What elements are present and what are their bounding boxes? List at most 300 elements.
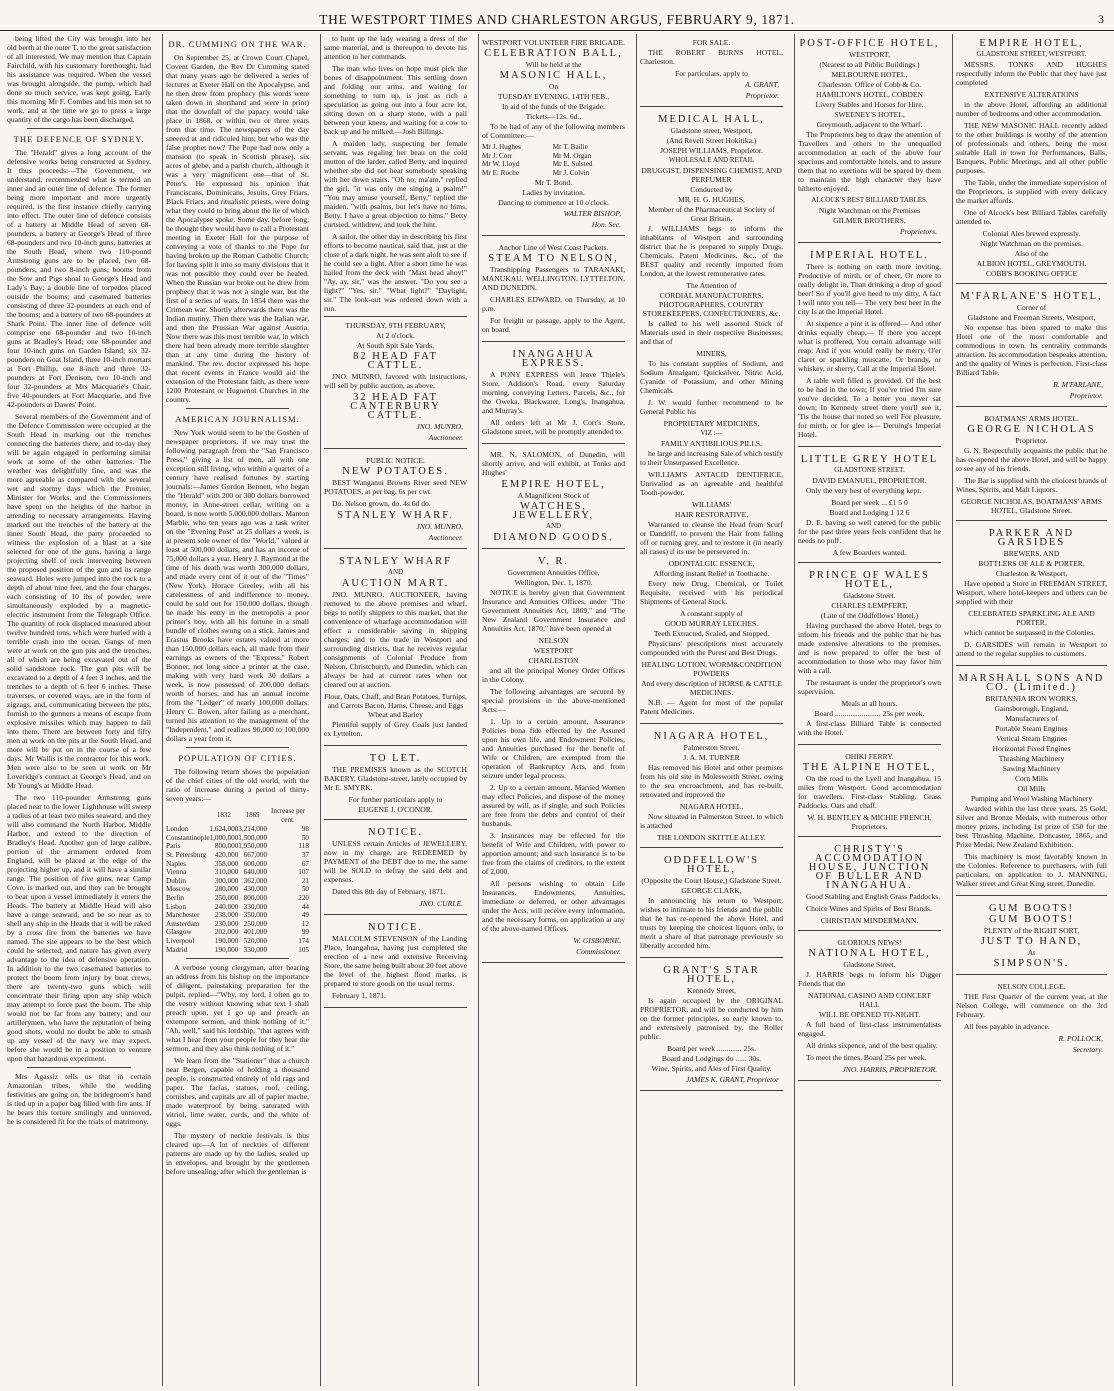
news-paragraph: Mrs Agassiz tells us that in certain Amazonian tribes, while the wedding festivities are going on, the bridegroom's hand is tied up in a paper bag filled with fire ants. If he bears this torture smilingly and unmoved, he is considered fit for the trials of matrimony.	[7, 1072, 151, 1126]
table-cell: 3,214,000	[238, 825, 268, 834]
ad-heading: NATIONAL CASINO AND CONCERT HALL	[807, 991, 932, 1009]
ad-text: Will be held at the	[525, 60, 582, 69]
annuities-notice-ad	[482, 552, 625, 963]
ad-heading: CELEBRATED SPARKLING ALE AND PORTER,	[968, 609, 1095, 627]
ad-title: MEDICAL HALL,	[658, 114, 765, 125]
empire-hotel-ad	[956, 34, 1107, 284]
inangahua-express-ad	[482, 345, 625, 444]
news-paragraph: A verbose young clergyman, after hearing an address from his bishop on the importance of diligent, painstaking preparation for the pulpit, replied—"Why, my lord, I often go to the vestry without knowing what text I shall preach upon, yet I go up and preach an extempore sermon, and think nothing of it." "Ah, well," said his lordship, "that agrees with what I hear from your people for they hear the sermon, and they also think nothing of it."	[166, 963, 309, 1054]
ad-text: Proprietor.	[1015, 436, 1048, 445]
ad-text: Warranted to cleanse the Head from Scurf or Dandriff, to prevent the Hair from falling off or turning grey, and to restore it (in nearly all cases) if its use be persevered in.	[640, 520, 783, 556]
ad-heading: BRITANNIA IRON WORKS,	[985, 694, 1078, 703]
table-cell: Glasgow	[166, 928, 192, 937]
ad-heading: BOTTLERS OF ALE & PORTER,	[978, 559, 1085, 568]
ad-heading: BREWERS, AND	[1003, 549, 1060, 558]
table-row	[166, 834, 309, 843]
table-header-cell: 1832	[216, 811, 231, 820]
ad-text: Livery Stables and Horses for Hire.	[815, 100, 924, 109]
masthead	[0, 0, 1114, 31]
committee-member: Mr E. Roche	[482, 168, 519, 177]
ad-text: A first-class Billiard Table is connected with the Hotel.	[798, 719, 941, 737]
ad-title: PARKER AND GARSIDES	[988, 528, 1075, 548]
ad-signature: JNO. MUNRO,	[416, 522, 463, 531]
ad-text: No expense has been spared to make this Hotel one of the most comfortable and commodious in town. Its centrality commands attraction. Its accommodation bespeaks attention, and the quality of Wines is perfection. First-class Billiard Table.	[956, 323, 1107, 377]
ad-signature-role: Auctioneer.	[428, 433, 463, 442]
table-cell: 250,000	[214, 893, 239, 902]
ad-goods: Flour, Oats, Chaff, and Bran Potatoes, Turnips, and Carrots Bacon, Hams, Cheese, and Eggs Wheat and Barley	[324, 692, 467, 719]
ad-title: NATIONAL HOTEL,	[808, 948, 931, 959]
table-cell: Lisbon	[166, 902, 186, 911]
ad-text: UNLESS certain Articles of JEWELLERY, now in my charge, are REDEEMED by PAYMENT of the DEBT due to me, the same will be SOLD to defray the said debt and expenses.	[324, 839, 467, 884]
news-paragraph: being lifted the City was brought into her old berth at the outer T, to the great satisfaction of all interested. We may mention that Captain Fairchild, with his customary forethought, had his assistance was required. When the vessel was brought alongside, the pump, which had done so much service, was kept going. Early this morning Mr F. Combes and his men set to work, and at the time we go to press a large quantity of the cargo has been discharged.	[7, 34, 151, 124]
product-item: Oil Mills	[1017, 784, 1046, 793]
ad-text: A Magnificent Stock of	[517, 491, 590, 501]
ad-name: MR. H. G. HUGHES,	[678, 195, 745, 204]
ad-price: Board per week ... £1 5 0	[831, 498, 908, 507]
town-name: CHARLESTON	[528, 656, 579, 666]
table-cell: 190,000	[214, 936, 239, 945]
ad-heading: ODONTALGIC ESSENCE,	[668, 559, 755, 568]
ad-text: Is called to his well assorted Stock of Materials used in their respective Businesses; and that of	[640, 319, 783, 346]
ad-text: (Late of the Oddfellows' Hotel,)	[820, 611, 919, 620]
committee-member: Mr J. Colvin	[552, 168, 590, 177]
ad-text: MESSRS. TONKS AND HUGHES respectfully inform the Public that they have just completed	[956, 60, 1107, 87]
product-item: Vertical Steam Engines	[996, 734, 1067, 743]
ad-text: NOTICE is hereby given that Government Insurance and Annuities Offices, under "The Government Annuities Act, 1869," and "The New Zealand Government Insurance and Annuities Act, 1870," have been opened at	[482, 588, 625, 634]
ad-heading: MINERS,	[696, 349, 727, 358]
ad-text: Now situated in Palmerston Street, to which is attached	[640, 812, 783, 830]
ad-title: NOTICE.	[367, 827, 424, 838]
page-columns	[4, 34, 1110, 1386]
ad-text: To meet the times, Board 25s per week.	[806, 1053, 927, 1062]
table-cell: 202,000	[214, 928, 239, 937]
ad-text: Manufacturers of	[1005, 714, 1058, 723]
table-cell: 330,000	[243, 945, 268, 954]
ad-text: Transhipping Passengers to TARANAKI, MANUKAU, WELLINGTON, LYTTELTON, AND DUNEDIN.	[482, 265, 625, 293]
ad-text: A few Boarders wanted.	[832, 548, 907, 557]
ad-address: Gladstone Street.	[843, 591, 896, 600]
ad-address: Gladstone Street.	[843, 960, 896, 969]
ad-text: A full band of first-class instrumentalists engaged.	[798, 1020, 941, 1038]
ad-title: AUCTION MART.	[341, 578, 450, 589]
ad-title: STEAM TO NELSON,	[488, 253, 619, 265]
ad-heading: COBB'S BOOKING OFFICE	[985, 269, 1078, 278]
ad-signature: GEORGE NICHOLAS, BOATMANS' ARMS HOTEL, Gladstone Street.	[960, 497, 1103, 515]
ad-list-item: 3. Insurances may be effected for the benefit of Wife and Children, with power to apportion amount; and such insurance is to be free from the claims of creditors, to the extent of 2,000.	[482, 831, 625, 877]
table-cell: Moscow	[166, 885, 191, 894]
table-cell: 174	[298, 936, 309, 945]
ad-text: On	[548, 82, 559, 91]
population-table	[166, 806, 309, 954]
ad-text: Have opened a Store in FREEMAN STREET, Westport, where hotel-keepers and others can be supplied with their	[956, 579, 1107, 606]
ad-address: (Opposite the Court House,) Gladstone Street.	[641, 876, 782, 885]
jewellery-notice-ad	[324, 823, 467, 915]
ad-heading: PROPRIETARY MEDICINES,	[663, 419, 760, 428]
auction-mart-ad	[324, 552, 467, 746]
committee-row	[482, 152, 625, 161]
ad-text: A constant supply of	[680, 609, 743, 618]
ad-title: LITTLE GREY HOTEL	[800, 454, 939, 465]
ad-heading: FAMILY ANTIBILIOUS PILLS,	[660, 439, 763, 448]
committee-member: Mr M. Organ	[552, 151, 592, 160]
ad-text: To be had of any of the following members of Committee:—	[482, 122, 625, 140]
ad-text: Every new Drug, Chemical, or Toilet Requisite, received with his periodical Shipments of General Stock.	[640, 579, 783, 606]
committee-member: Mr J. Corr	[482, 151, 513, 160]
table-cell: 362,000	[243, 876, 268, 885]
table-cell: Manchester	[166, 911, 200, 920]
ad-text: The Proprietors beg to draw the attention of Travellers and others to the unequalled accommodation at each of the above four spacious and comfortable hotels, and to assure them that no exertions will be spared by them to maintain the high character they have hitherto enjoyed.	[798, 130, 941, 193]
column-1	[4, 34, 154, 1386]
ad-heading: PUBLIC NOTICE.	[366, 456, 425, 465]
ad-signature: JNO. MUNRO,	[416, 422, 463, 431]
ad-text: Having purchased the above Hotel, begs to inform his friends and the public that he has made extensive alterations to the premises, and is now prepared to offer the best of accommodation to those who may favor him with a call.	[798, 621, 941, 675]
for-sale-ad	[640, 34, 783, 107]
ad-signature: R. POLLOCK,	[1058, 1034, 1103, 1043]
column-4	[478, 34, 628, 1386]
ad-signature: EUGENE J. O'CONOR.	[358, 805, 433, 814]
committee-member: Mr E. Sulsted	[552, 160, 593, 169]
table-row	[166, 928, 309, 937]
table-row	[166, 920, 309, 929]
ad-heading: GOOD MURRAY LEECHES.	[664, 619, 759, 628]
ad-text: THE First Quarter of the current year, at the Nelson College, will commence on the 3rd February.	[956, 992, 1107, 1019]
table-cell: 300,000	[214, 876, 239, 885]
ad-verse: A table well filled is provided, Of the best to be had in the town; If you've tried I'm sure you've decided, To a better you never sat down; In Kennedy street there you'll see it, 'Tis the house that noted so well For pleasure, for mirth, or for glee is— Deruing's Imperial Hotel.	[798, 376, 941, 439]
ad-title: INANGAHUA EXPRESS.	[512, 349, 595, 370]
table-cell: 430,000	[243, 885, 268, 894]
product-item: Corn Mills	[1014, 774, 1049, 783]
ad-address: Palmerston Street.	[683, 743, 740, 752]
to-let-ad	[324, 749, 467, 820]
ad-price: Board and Lodgings do ...... 30s.	[661, 1054, 762, 1063]
ad-text: Only the very best of everything kept.	[806, 486, 922, 495]
jewellery-exhibit-ad	[482, 447, 625, 549]
divider	[186, 958, 289, 959]
ad-proprietor: W. H. BENTLEY & MICHIE FRENCH, Proprietors.	[807, 813, 932, 831]
ad-text: G. N. Respectfully acquaints the public that he has re-opened the above Hotel, and will be happy to see any of his friends.	[956, 446, 1107, 473]
ad-title: NIAGARA HOTEL,	[653, 731, 770, 742]
table-row	[166, 946, 309, 955]
ad-text: Night Watchman on the premises.	[980, 239, 1083, 248]
ad-text: Dancing to commence at 10 o'clock.	[498, 198, 609, 208]
ad-text: Corner of	[1016, 303, 1047, 312]
article-paragraph: The "Herald" gives a long account of the defensive works being constructed at Sydney. It thus proceeds:—The Government, we understand, recommended what is termed an inner and an outer line of defence. The former being more important and more urgently required, is the first instance chiefly carrying into effect. The outer line of defence consists of a battery at Middle Head of seven 68-pounders, a battery at George's Head of three 68-pounders and two 10-inch guns; batteries at the South Head, where two 110-pound Armstrong guns are to be placed, two 68-pounders, and two 8-inch guns; booms from the Sow and Pigs shoal to George's Head and Lady's Bay; a double line of torpedos placed outside the booms; and casemated batteries consisting of three 32-pounders at each end of the booms; and a battery of two 68-pounders at Shark Point. The inner line of defence will comprise one 68-pounder and two 10-inch guns at Bradley's Head; one 68-pounder and four 10-inch guns on Garden Island; six 32-pounders on Goat Island, three 10-inch mortars at Fort Phillip, one 8-inch and three 32-pounders at Fort Denison, two 10-inch and four 32-pounders at Mrs Macquarie's Chair, five 40-pounders at Fort Macquarie, and five 42-pounders at Dawes' Point.	[7, 148, 151, 409]
ad-text: Has removed his Hotel and other premises from his old site in Molesworth Street, owing to the sea encroachment, and has re-built, renovated and improved the	[640, 763, 783, 799]
niagara-hotel-ad	[640, 727, 783, 848]
divider	[186, 747, 289, 748]
table-cell: Madrid	[166, 945, 188, 954]
ad-heading: WILL BE OPENED TO-NIGHT.	[818, 1010, 921, 1019]
table-header-cell: 1869	[245, 811, 260, 820]
table-row	[166, 860, 309, 869]
alpine-hotel-ad	[798, 748, 941, 837]
ad-title: STANLEY WHARF.	[337, 510, 454, 521]
ad-text: J. W. would further recommend to he General Public his	[640, 398, 783, 416]
ad-heading: BOATMANS' ARMS HOTEL.	[984, 414, 1079, 423]
ad-proprietor: DAVID EMANUEL, PROPRIETOR.	[812, 476, 927, 485]
ad-text: For further particulars apply to	[348, 795, 443, 804]
ad-text: Choice Wines and Spirits of Best Brands.	[806, 904, 932, 913]
ad-price: Board ........................ 25s per week.	[814, 709, 925, 718]
ad-text: Meals at all hours.	[841, 699, 898, 708]
article-paragraph: Several members of the Government and of the Defence Commission were occupied at the South Head in marking out the trenches connecting the batteries there, and to-day they will be again engaged in performing similar work at some of the other batteries. The weather was delightfully fine, and was the more agreeable as compared with the several wet and stormy days which the Premier, Minister for Works, and the Commissioners have spent on the heights of the harbor in attending to necessary arrangements. Having marked out the trenches of the battery at the inner South Head, the party proceeded to witness the explosion of a blast at a site selected for one of the guns, having a large projecting shelf of rock intervening between the proposed position of the gun and its range seaward. Holes were jumped into the rock to a depth of about nine feet, and the four charges, each consisting of 10 lbs of powder, were simultaneously exploded by a magnetic-electric instrument from the Telegraph Office. The quantity of rock displaced measured about twelve hundred tons, which were hurled with a terrible crash into the ocean. Gangs of men were at work on the gun pits and the trenches, all of which are being excavated out of the solid sandstone rock. The gun pits will be excavated to a depth of 4 feet 3 inches, and the trenches to a depth of 6 feet 6 inches. These traverses, or covered ways, are in the form of zigzags, and, communicating between the pits, furnish to the gunners a means of escape from explosive missiles which may happen to fall into them. There are between forty and fifty men at work on the pits at the South Head, and more will be put on in the course of a few days. Mr Wallis is the contractor for this work. Men were also to be seen at work on Mr Loveridge's contract at George's Head, and on Mr Young's at Middle Head.	[7, 412, 151, 790]
imperial-hotel-ad	[798, 246, 941, 447]
boatmans-arms-ad	[956, 410, 1107, 521]
parker-garsides-ad	[956, 524, 1107, 666]
ad-title: CELEBRATION BALL,	[484, 48, 623, 59]
table-row	[166, 877, 309, 886]
ad-text: This machinery is most favorably known in the Colonies. Reference to purchasers, with full particulars, on application to J. MANNING, Walker street and Great King street, Dunedin.	[956, 852, 1107, 888]
ad-signature: A. GRANT,	[745, 80, 779, 89]
ad-address: GLADSTONE STREET, WESTPORT.	[976, 50, 1087, 58]
ad-proprietor: CHARLES LEMPFERT,	[831, 601, 908, 610]
ad-conjunction: AND	[545, 522, 562, 531]
ad-text: ALCOCK'S BEST BILLIARD TABLES.	[811, 196, 928, 204]
ad-verse: There is nothing on earth more inviting, Productive of mirth, or of cheer, Or more to really delight in, Than drinking a drop of good beer! So if you'll give heed to my ditty, A fact I will unto you tell— The very best beer in the city Is at the Imperial Hotel.	[798, 262, 941, 316]
ad-text: For particulars, apply to	[675, 69, 748, 78]
table-cell: 44	[301, 902, 309, 911]
ad-text: The following advantages are secured by special provisions in the above-mentioned Acts:—	[482, 687, 625, 715]
ad-text: THE PREMISES known as the SCOTCH BAKERY, Gladstone-street, lately occupied by Mr E. SMYRK.	[324, 765, 467, 792]
sale-place: At South Spit Sale Yards.	[356, 341, 435, 350]
ad-text: Colonial Ales brewed expressly.	[982, 229, 1081, 238]
product-item: Pumping and Wool Washing Machinery	[970, 794, 1093, 803]
table-cell: Paris	[166, 842, 181, 851]
table-cell: 600,000	[243, 859, 268, 868]
marshall-sons-ad	[956, 669, 1107, 896]
table-cell: 190,000	[214, 945, 239, 954]
committee-row	[482, 169, 625, 178]
ad-title: GUM BOOTS!	[988, 914, 1075, 925]
ad-text: Do. Nelson grown, do. 4s 6d do.	[332, 499, 431, 508]
ad-heading: THE LONDON SKITTLE ALLEY.	[657, 833, 766, 842]
ad-title: EMPIRE HOTEL,	[979, 38, 1084, 49]
ad-address: Greymouth, adjacent to the Wharf.	[816, 120, 923, 129]
ad-list-item: 2. Up to a certain amount, Married Women may effect Policies, and dispose of the money assured by will, as if single; and such Policies are free from the debts and control of their husbands.	[482, 783, 625, 829]
ad-heading: NIAGARA HOTEL,	[679, 802, 744, 811]
ad-text: and all the principal Money Order Offices in the Colony.	[482, 666, 625, 685]
table-row	[166, 885, 309, 894]
table-cell: 1,950,000	[238, 842, 268, 851]
table-header-cell: Increase per cent.	[271, 807, 306, 824]
ad-proprietor: GEORGE CLARK,	[681, 886, 742, 895]
committee-member: Mr T. Bond.	[534, 178, 573, 188]
table-cell: 280,000	[214, 885, 239, 894]
news-paragraph: We learn from the "Stationer" that a church near Bergen, capable of holding a thousand people, is constructed entirely of old rags and paper. The facias, statues, roof, ceiling, cornishes, and capitals are all of papier mache, made waterproof by being saturated with vitriol, lime water, curds, and the white of eggs.	[166, 1056, 309, 1129]
ad-title: PRINCE OF WALES HOTEL,	[809, 570, 930, 590]
ad-text: The restaurant is under the proprietor's own supervision.	[798, 678, 941, 696]
ad-text: Night Watchman on the Premises	[818, 206, 921, 215]
ad-text: Government Annuities Office,	[507, 568, 600, 578]
ad-address: Kennedy Street,	[687, 986, 736, 995]
table-cell: 118	[298, 842, 309, 851]
table-cell: 50	[301, 885, 309, 894]
ad-address: GLADSTONE STREET.	[834, 466, 905, 474]
table-cell: 350,000	[243, 911, 268, 920]
ad-text: One of Alcock's best Billiard Tables carefully attended to.	[956, 208, 1107, 226]
table-cell: 420,000	[214, 850, 239, 859]
ad-text: Affording instant Relief in Toothache.	[653, 569, 770, 578]
ad-text: JNO. MUNRO, favored with instructions, will sell by public auction, as above,	[324, 372, 467, 390]
ad-signature: JNO. HARRIS, PROPRIETOR.	[842, 1065, 937, 1074]
ad-text: MR. N. SALOMON, of Dunedin, will shortly arrive, and will exhibit, at Tonks and Hughes'	[482, 450, 625, 478]
product-item: Horizontal Fixed Engines	[992, 744, 1071, 753]
ad-text: D. E. having so well catered for the public for the past three years feels confident that he needs no puff.	[798, 518, 941, 545]
ad-title: NOTICE.	[367, 922, 424, 933]
table-row	[166, 903, 309, 912]
ad-text: All orders left at Mr J. Corr's Store, Gladstone street, will be promptly attended to.	[482, 418, 625, 437]
table-cell: 99	[301, 928, 309, 937]
committee-row	[482, 143, 625, 152]
ad-address: WESTPORT,	[849, 50, 890, 59]
ad-date: February 1, 1871.	[332, 991, 386, 1000]
town-name: WESTPORT	[533, 646, 574, 656]
table-cell: London	[166, 825, 189, 834]
table-cell: 240,000	[214, 902, 239, 911]
ad-address: (And Revell Street Hokitika.)	[666, 136, 757, 145]
table-cell: 98	[301, 825, 309, 834]
ad-text: For freight or passage, apply to the Agent, on board.	[482, 316, 625, 335]
article-paragraph: The following return shows the population of the chief cities of the old world, with the ratio of increase during a period of thirty-seven years:—	[166, 767, 309, 803]
news-paragraph: The mystery of necktie festivals is thus cleared up:—A lot of neckties of different patterns are made up by the ladies, sealed up in envelopes, and brought by the gentlemen before unsealing; after which the gentleman is	[166, 1131, 309, 1177]
article-paragraph: New York would seem to be the Goshen of newspaper proprietors, if we may trust the following paragraph from the "San Francisco Press," giving a list of men, all with one exception still living, who within a quarter of a century have realised fortunes by starting journals:—James Gordon Bennett, who began the "Herald" with 200 or 300 dollars borrowed money, in Anne-street cellar, writing on a board, is now worth 5,000,000 dollars. Manton Marble, who ten years ago was a task writer on the "Evening Post" at 25 dollars a week, is at present sole owner of the "World," valued at least at 500,000 dollars, and has an income of 75,000 dollars a year. Henry J. Raymond at the time of his death was worth 300,000 dollars, and made every cent of it out of the "Times" (New York). Horace Greeley, with all his carelessness of and indifference to money, could be sold out for 150,000 dollars, though he made his entry in the metropolis a poor printer's boy, with all his fortune in a small bundle of clothes swung on a stick. James and Erastus Brooks have estates valued at more than 150,000 dollars each, all made from their earnings as owners of the "Express." Robert Bonner, not long since a printer at the case, making with very hard work 30 dollars a week, is now possessed of 200,000 dollars worth of horses, and has an annual income from the "Ledger" of nearly 100,000 dollars. Henry C. Bowen, after failing as a merchant, turned his attention to the management of the "Independent," and realizes 90,000 to 100,000 dollars a year from it.	[166, 428, 310, 743]
ad-text: The Bar is supplied with the choicest brands of Wines, Spirits, and Malt Liquors.	[956, 476, 1107, 494]
ad-title: CHRISTY'S ACCOMODATION HOUSE, JUNCTION OF BULLER AND INANGAHUA.	[808, 844, 931, 891]
ad-text: J. WILLIAMS begs to inform the inhabitants of Westport and surrounding district that he is prepared to supply Drugs, Chemicals, Patent Medicines, &c., of the BEST quality and recently imported from London, at the lowest remunerative rates.	[640, 224, 783, 278]
ad-price: Board and Lodging 1 12 6	[829, 508, 910, 517]
table-cell: 1,500,000	[238, 833, 268, 842]
grants-star-hotel-ad	[640, 961, 783, 1091]
ad-text: The Attention of	[686, 281, 737, 290]
table-cell: 49	[301, 911, 309, 920]
ad-title: IMPERIAL HOTEL.	[810, 250, 929, 261]
news-paragraph: A sailor, the other day in describing his first efforts to become nautical, said that, just at the close of a dark night, he was sent aloft to see if he could see a light. After a short time he was hailed from the deck with "Mast head ahoy!" "Ay, ay, sir," was the answer. "Do you see a light?" "Yes, sir." "What light?" "Daylight, sir." The look-out was ordered down with a run.	[324, 232, 467, 313]
ad-heading: HEALING LOTION, WORM&CONDITION POWDERS	[641, 660, 782, 678]
divider	[27, 1067, 131, 1068]
product-item: Sawing Machinery	[1002, 764, 1061, 773]
ad-signature-role: Auctioneer.	[428, 533, 463, 542]
ad-text: WILLIAM'S ANTACID DENTIFRICE, Unrivalled as an agreeable and healthful Tooth-powder.	[640, 470, 783, 497]
ad-title: JUST TO HAND,	[980, 936, 1083, 947]
ad-text: JNO. MUNRO, AUCTIONEER, having removed to the above premises and wharf, begs to notify shippers to this market, that the convenience of wharfage accommodation will effect a considerable saving in shipping charges; and to the trade in Westport and surrounding districts, that he receives regular consignments of Colonial Produce from Nelson, Christchurch, and Dunedin, which can always be had at current rates when not cleared out at auction.	[324, 590, 467, 689]
committee-member: Mr W. Lloyd	[482, 160, 520, 169]
ad-text: The Table, under the immediate supervision of the Proprietors, is supplied with every delicacy the market affords.	[956, 178, 1107, 205]
ad-heading: FOR SALE.	[692, 38, 731, 47]
sale-time: At 2 o'clock.	[376, 331, 415, 340]
product-item: Portable Steam Engines	[995, 724, 1068, 733]
nelson-college-ad	[956, 978, 1107, 1060]
table-cell: 1,624,000	[209, 825, 239, 834]
committee-member: Mr T. Bailie	[552, 143, 588, 151]
table-cell: 640,000	[243, 868, 268, 877]
table-cell: Liverpool	[166, 936, 195, 945]
store-notice-ad	[324, 918, 467, 1008]
ad-date: TUESDAY EVENING, 14TH FEB.,	[497, 92, 610, 101]
ad-text: All fees payable in advance.	[964, 1022, 1050, 1031]
table-cell: 1,000,000	[209, 833, 239, 842]
sale-date: THURSDAY, 9TH FEBRUARY,	[345, 321, 446, 330]
ad-text: Ladies by invitation.	[522, 188, 585, 198]
ad-text: THE ROBERT BURNS HOTEL, Charleston.	[640, 48, 783, 66]
committee-row	[482, 160, 625, 169]
royal-cipher: V. R.	[537, 556, 570, 568]
ad-title: GEORGE NICHOLAS	[967, 424, 1096, 435]
ad-proprietor: JOSEPH WILLIAMS, Proprietor.	[660, 146, 763, 155]
steam-to-nelson-ad	[482, 239, 625, 342]
ad-title: MASONIC HALL,	[499, 70, 608, 81]
ad-heading: OHIKI FERRY.	[845, 752, 894, 761]
national-hotel-ad	[798, 934, 941, 1081]
ad-signature-role: Proprietor.	[1069, 391, 1103, 400]
table-row	[166, 825, 309, 834]
ad-text: THE NEW MASONIC HALL recently added to the other buildings is worthy of the attention of professionals and others, being the most suitable Hall in town for Performances, Balls, Banquets, Public Meetings, and all other public purposes.	[956, 121, 1107, 175]
column-3	[320, 34, 470, 1386]
newspaper-title: THE WESTPORT TIMES AND CHARLESTON ARGUS, FEBRUARY 9, 1871.	[319, 12, 795, 27]
ad-heading: CORDIAL MANUFACTURERS, PHOTOGRAPHERS, COUNTRY STOREKEEPERS, CONFECTIONERS, &c.	[642, 291, 781, 318]
table-cell: 21	[301, 876, 309, 885]
ad-text: A PONY EXPRESS will leave Thiele's Store, Addison's Road, every Saturday morning, conveying Letters, Parcels, &c., for the Oweka, Blackwater, Long's, Inangahua, and Murray's.	[482, 370, 625, 416]
ad-heading: Anchor Line of West Coast Packets.	[498, 243, 609, 253]
table-cell: 310,000	[214, 868, 239, 877]
table-cell: 50	[301, 833, 309, 842]
table-cell: 800,000	[214, 842, 239, 851]
products-list	[956, 724, 1107, 803]
table-row	[166, 937, 309, 946]
celebration-ball-ad	[482, 34, 625, 236]
article-heading: POPULATION OF CITIES.	[178, 753, 297, 763]
table-cell: 238,000	[214, 911, 239, 920]
page-number: 3	[1098, 12, 1104, 26]
ad-title: NEW POTATOES.	[342, 466, 449, 477]
table-cell: 401,000	[243, 928, 268, 937]
ad-proprietor: J. A. M. TURNER	[683, 753, 740, 762]
ad-address: Gladstone street, Westport,	[670, 126, 753, 135]
table-cell: 800,000	[243, 893, 268, 902]
ad-heading: HAIR RESTORATIVE,	[674, 510, 749, 519]
table-cell: St. Petersburg	[166, 850, 207, 859]
ad-title: GUM BOOTS!	[988, 903, 1075, 914]
ad-title: WATCHES, JEWELLERY,	[512, 501, 595, 522]
ad-signature: JAMES K. GRANT, Proprietor	[685, 1075, 779, 1084]
ad-heading: MELBOURNE HOTEL,	[831, 70, 908, 79]
ad-heading: GLORIOUS NEWS!	[837, 938, 902, 947]
article-heading: THE DEFENCE OF SYDNEY.	[13, 134, 145, 144]
ad-text: Member of the Pharmaceutical Society of Great Britain.	[648, 205, 775, 223]
ad-text: Physicians' prescriptions most accurately compounded with the Purest and Best Drugs.	[640, 639, 783, 657]
table-cell: Amsterdam	[166, 919, 200, 928]
table-cell: Berlin	[166, 893, 184, 902]
table-cell: 37	[301, 850, 309, 859]
ad-signature-role: Hon. Sec.	[591, 220, 621, 230]
ad-text: Is again occupied by the ORIGINAL PROPRIETOR, and will be conducted by him on the former principles, so early known to, and extensively patronised by, the Roller public.	[640, 996, 783, 1041]
column-5	[636, 34, 786, 1386]
ad-title: DIAMOND GOODS.	[493, 532, 614, 544]
ad-date: Wellington, Dec. 1, 1870.	[514, 578, 593, 588]
ad-text: To his constant supplies of Sodium, and Sodium Amalgam, Quicksilver, Nitric Acid, Cyanide of Potassium, and other Mining Chemicals.	[640, 359, 783, 395]
table-cell: Vienna	[166, 868, 187, 877]
table-cell: Constantinople	[166, 833, 210, 842]
potatoes-ad	[324, 452, 467, 549]
divider	[186, 408, 289, 409]
ad-text: On the road to the Lyell and Inangahua, 15 miles from Westport. Good accommodation for travellers. First-class Stabling. Grass Paddocks. Oats and chaff.	[798, 774, 941, 810]
ad-text: Teeth Extracted, Scaled, and Stopped.	[653, 629, 770, 638]
table-cell: Dublin	[166, 876, 186, 885]
ad-list-item: 1. Up to a certain amount, Assurance Policies bona fide effected by the Assured upon his own life, and Endowment Policies, and Annuities purchased for the benefit of Wife or Children, are exempted from the operation of Bankruptcy Acts, and from seizure under legal process.	[482, 717, 625, 781]
table-row	[166, 894, 309, 903]
ad-signature: R. M'FARLANE,	[1053, 380, 1103, 389]
ad-text: Conducted by	[690, 185, 733, 194]
ad-title: STANLEY WHARF	[339, 556, 452, 567]
